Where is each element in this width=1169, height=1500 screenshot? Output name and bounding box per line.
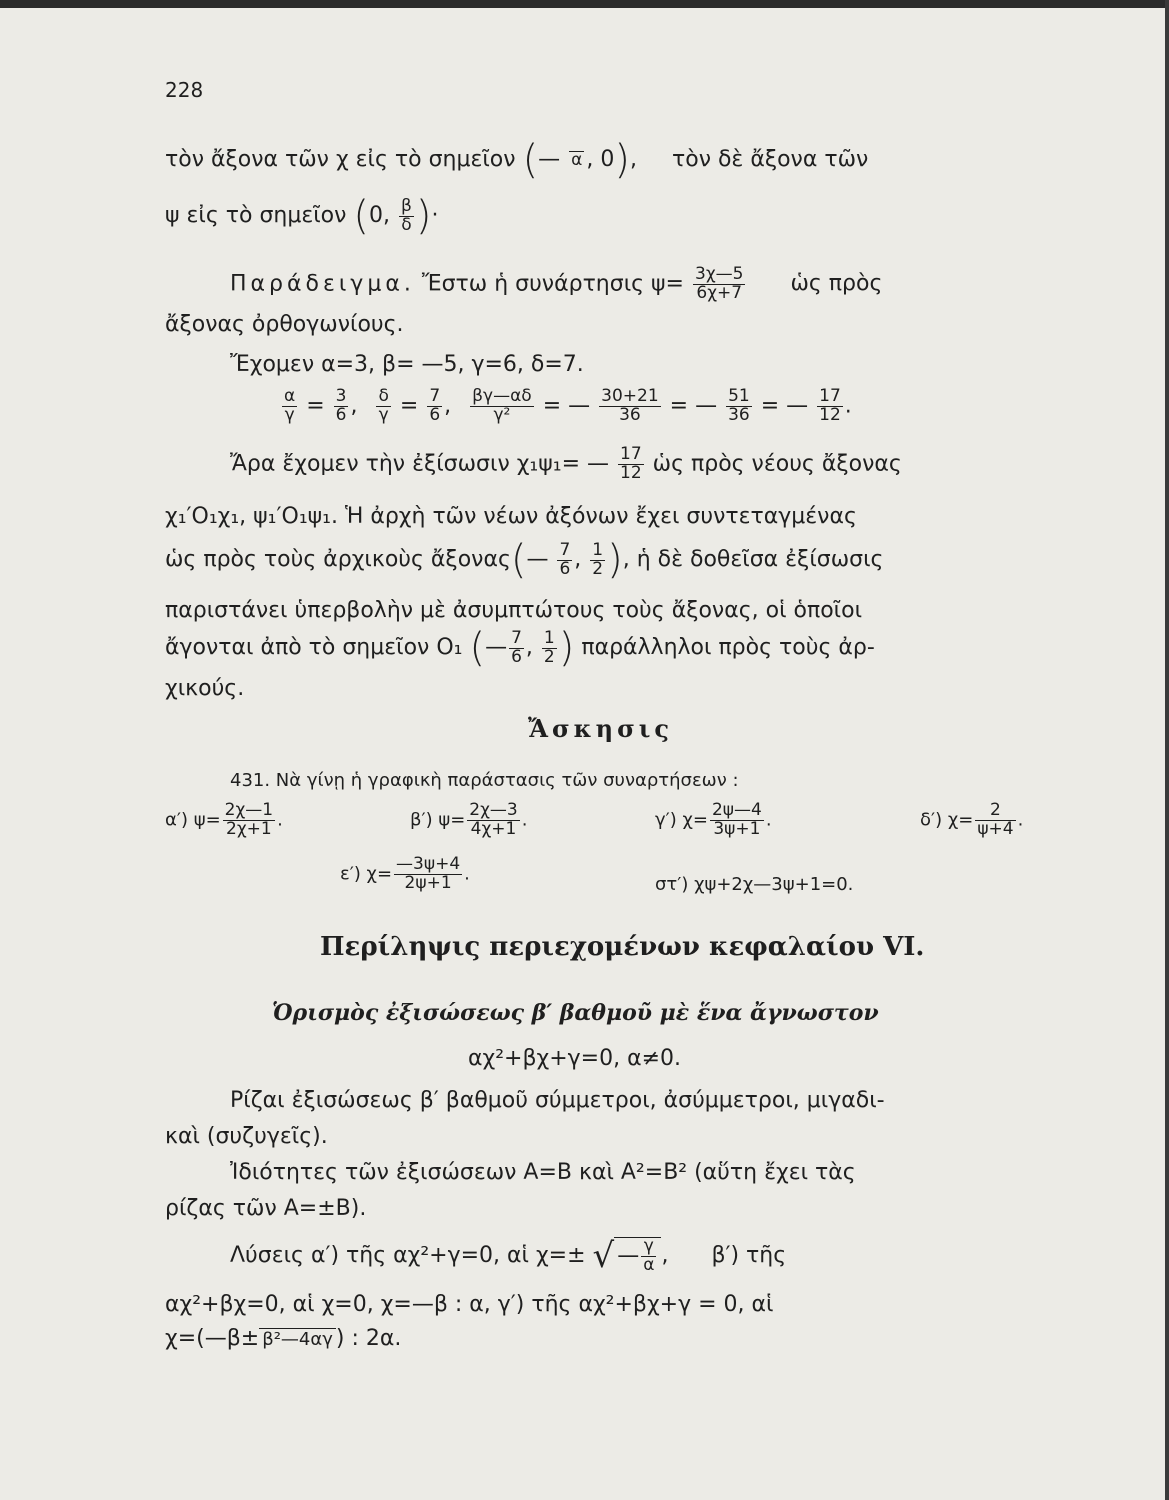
summary-subheading: Ὁρισμὸς ἐξισώσεως β′ βαθμοῦ μὲ ἕνα ἄγνωστον (272, 1000, 879, 1026)
fraction: $\frac{7}{6}$ (559, 539, 571, 579)
text-line-8: χ₁′Ο₁χ₁, ψ₁′Ο₁ψ₁. Ἡ ἀρχὴ τῶν νέων ἀξόνων ἔχει συντεταγμένας (165, 504, 857, 529)
fraction-chain: $\frac{\alpha}{\gamma}$ = $\frac{3}{6}$ , $\frac{\delta}{\gamma}$ = $\frac{7}{6}$ , $\frac{\beta\gamma—\alpha\delta}{\text{γ²}}$ = — $\frac{30+21}{36}$ = — $\frac{51}{36}$ = — $\frac{17}{12}$ . (284, 386, 852, 425)
text-line-9: ὡς πρὸς τοὺς ἀρχικοὺς ἄξονας(— $\frac{7}{6}$ , $\frac{1}{2}$ ), ἡ δὲ δοθεῖσα ἐξίσωσις (165, 537, 884, 583)
fraction: $\frac{2\chi—1}{2\chi+1}$ (224, 800, 274, 839)
sqrt-radicand: β²—4αγ (259, 1328, 336, 1350)
fraction: $\frac{2\chi—3}{4\chi+1}$ (469, 800, 518, 839)
text-line-1: τὸν ἄξονα τῶν χ εἰς τὸ σημεῖον (— α , 0), τὸν δὲ ἄξονα τῶν (165, 137, 869, 183)
text-line-3: Παράδειγμα. Ἔστω ἡ συνάρτησις ψ= $\frac{3\chi—5}{6\chi+7}$ ὡς πρὸς (230, 264, 883, 303)
fraction: $\frac{3}{6}$ (335, 386, 347, 425)
fraction: $\frac{30+21}{36}$ (601, 386, 659, 425)
text-line-16: καὶ (συζυγεῖς). (165, 1124, 328, 1149)
text-line-10: παριστάνει ὑπερβολὴν μὲ ἀσυμπτώτους τοὺς ἄξονας, οἱ ὁποῖοι (165, 598, 863, 623)
text-line-15: Ρίζαι ἐξισώσεως β′ βαθμοῦ σύμμετροι, ἀσύμμετροι, μιγαδι- (230, 1088, 885, 1113)
exercise-item-e: ε′) χ= $\frac{—3\psi+4}{2\psi+1}$ . (340, 854, 470, 893)
fraction: $\frac{\delta}{\gamma}$ (378, 386, 389, 425)
fraction: $\frac{\alpha}{\gamma}$ (284, 386, 296, 425)
text-line-7: Ἄρα ἔχομεν τὴν ἐξίσωσιν χ₁ψ₁= — $\frac{17}{12}$ ὡς πρὸς νέους ἄξονας (230, 444, 902, 483)
exercise-item-c: γ′) χ= $\frac{2\psi—4}{3\psi+1}$ . (655, 800, 772, 839)
text-line-20: αχ²+βχ=0, αἱ χ=0, χ=—β : α, γ′) τῆς αχ²+βχ+γ = 0, αἱ (165, 1292, 774, 1317)
fraction: $\frac{2\psi—4}{3\psi+1}$ (711, 800, 762, 839)
fraction: $\frac{\gamma}{\alpha}$ (643, 1235, 655, 1275)
fraction: $\frac{\beta\gamma—\alpha\delta}{\text{γ²}}$ (472, 386, 532, 425)
scan-right-border (1165, 0, 1169, 1500)
fraction: $\frac{1}{2}$ (592, 539, 604, 579)
text-line-17: Ἰδιότητες τῶν ἐξισώσεων Α=Β καὶ Α²=Β² (αὕτη ἔχει τὰς (230, 1160, 856, 1185)
exercise-heading: Ἄσκησις (528, 714, 674, 743)
text-line-4: ἄξονας ὀρθογωνίους. (165, 312, 404, 337)
exercise-item-b: β′) ψ= $\frac{2\chi—3}{4\chi+1}$ . (410, 800, 528, 839)
page-number: 228 (165, 78, 204, 102)
fraction: $\frac{\beta}{\delta}$ (401, 195, 412, 235)
sqrt-sign: √ (592, 1236, 615, 1276)
exercise-statement: 431. Νὰ γίνῃ ἡ γραφικὴ παράστασις τῶν συναρτήσεων : (230, 770, 739, 791)
text-line-12: χικούς. (165, 676, 245, 701)
summary-heading: Περίληψις περιεχομένων κεφαλαίου VI. (320, 932, 925, 962)
example-label: Παράδειγμα. (230, 271, 415, 297)
quadratic-equation: αχ²+βχ+γ=0, α≠0. (468, 1046, 682, 1071)
text-line-19: Λύσεις α′) τῆς αχ²+γ=0, αἱ χ=± √ — $\frac{\gamma}{\alpha}$ , β′) τῆς (230, 1235, 787, 1276)
exercise-item-a: α′) ψ= $\frac{2\chi—1}{2\chi+1}$ . (165, 800, 283, 839)
text-line-2: ψ εἰς τὸ σημεῖον (0, $\frac{\beta}{\delta}$ )· (165, 193, 439, 239)
fraction: $\frac{7}{6}$ (429, 386, 441, 425)
text-line-5: Ἔχομεν α=3, β= —5, γ=6, δ=7. (230, 352, 584, 377)
sqrt-radicand: — $\frac{\gamma}{\alpha}$ (614, 1237, 661, 1275)
fraction: $\frac{17}{12}$ (620, 444, 642, 483)
fraction: $\frac{51}{36}$ (728, 386, 750, 425)
fraction: $\frac{3\chi—5}{6\chi+7}$ (695, 264, 744, 303)
fraction: $\frac{2}{\psi+4}$ (977, 800, 1014, 839)
exercise-item-f: στ′) χψ+2χ—3ψ+1=0. (655, 874, 854, 895)
fraction: $\frac{17}{12}$ (819, 386, 841, 425)
fraction: $\frac{1}{2}$ (543, 627, 555, 667)
text-line-11: ἄγονται ἀπὸ τὸ σημεῖον Ο₁ (— $\frac{7}{6}$ , $\frac{1}{2}$ ) παράλληλοι πρὸς τοὺς ἀρ- (165, 625, 875, 671)
exercise-item-d: δ′) χ= $\frac{2}{\psi+4}$ . (920, 800, 1024, 839)
text-line-21: χ=(—β± β²—4αγ ) : 2α. (165, 1326, 402, 1351)
fraction: $\frac{—3\psi+4}{2\psi+1}$ (396, 854, 461, 893)
text-line-18: ρίζας τῶν Α=±Β). (165, 1196, 367, 1221)
scan-top-border (0, 0, 1169, 8)
fraction: $\frac{7}{6}$ (511, 627, 522, 667)
fraction: α (571, 149, 583, 170)
